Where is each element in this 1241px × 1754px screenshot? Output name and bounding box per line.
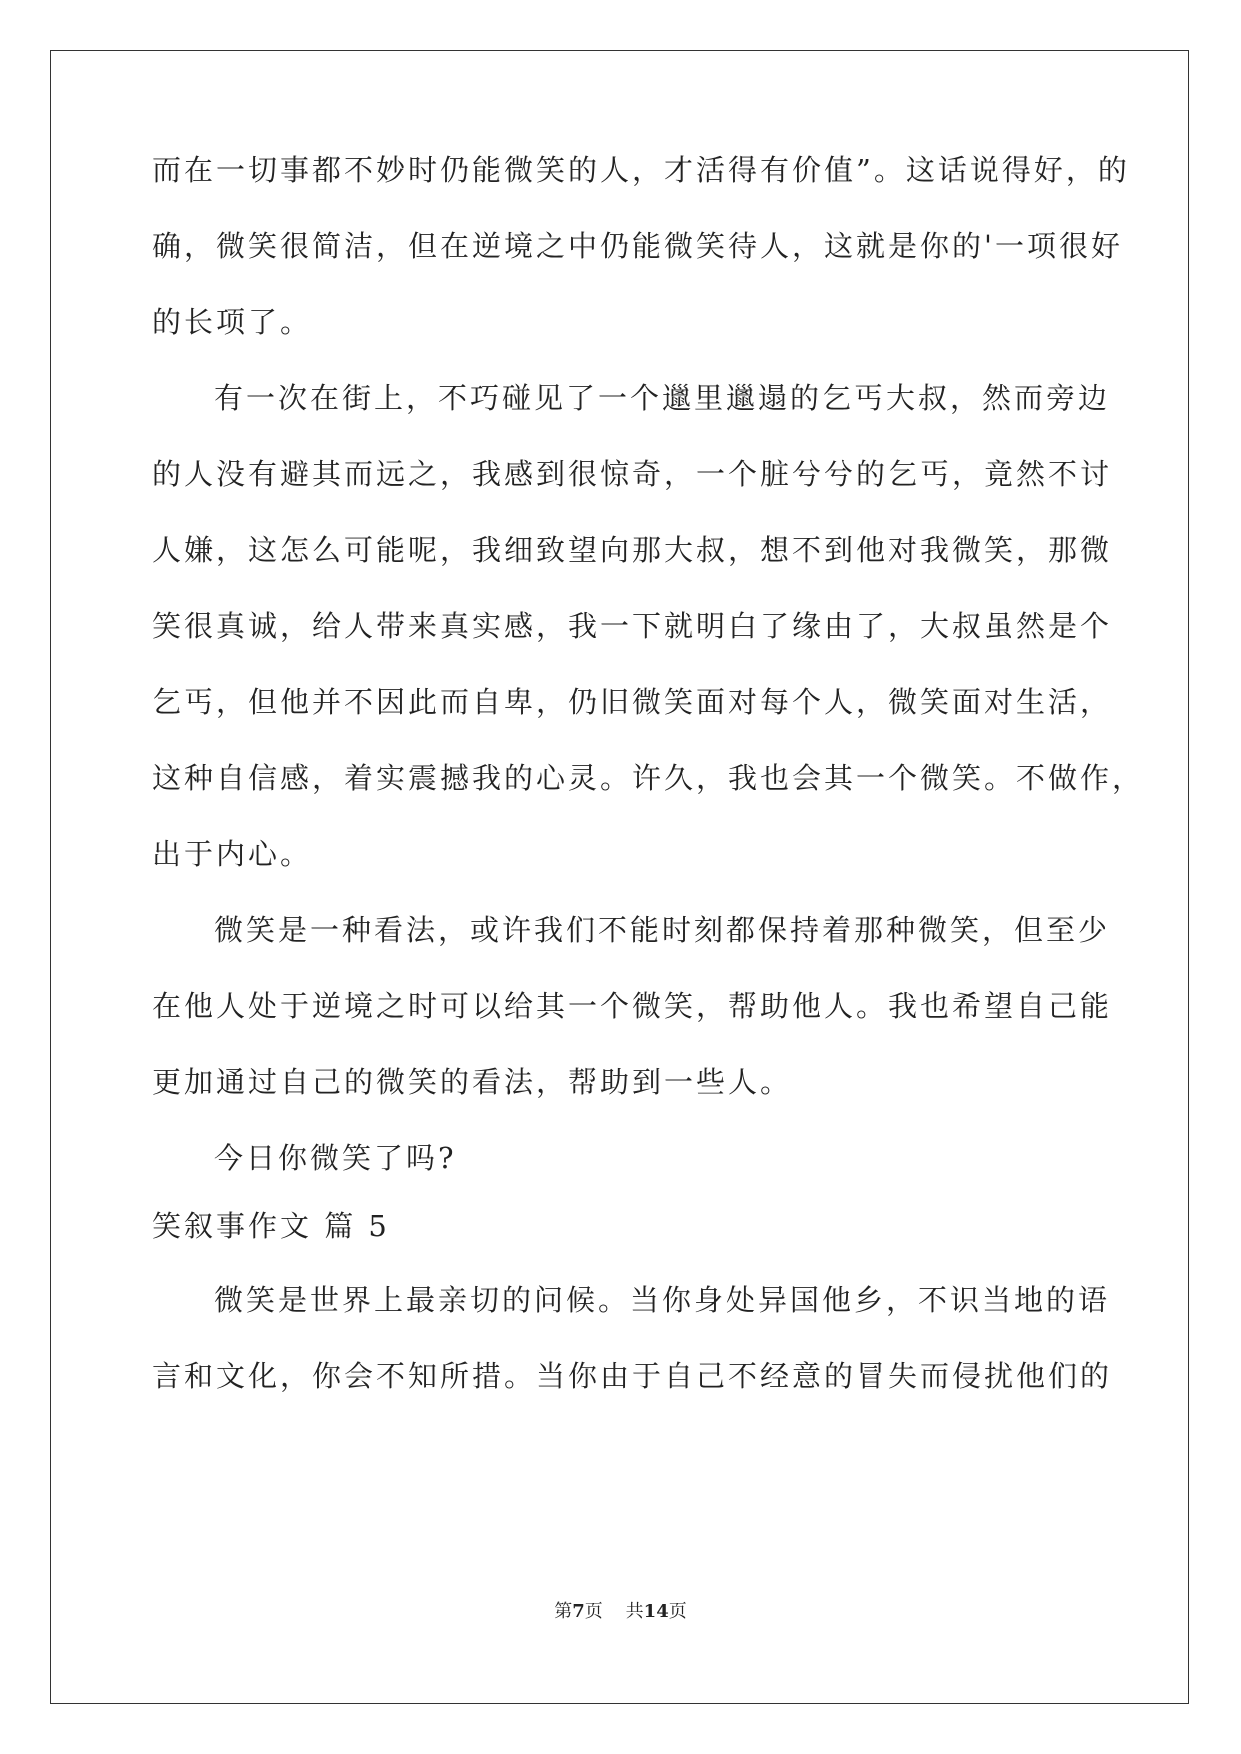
paragraph-line: 微笑是世界上最亲切的问候。当你身处异国他乡，不识当地的语: [214, 1283, 1111, 1317]
paragraph-line: 在他人处于逆境之时可以给其一个微笑，帮助他人。我也希望自己能: [152, 989, 1113, 1023]
total-pages-number: 14: [643, 1601, 669, 1622]
paragraph-line: 的长项了。: [152, 305, 313, 339]
paragraph-line: 乞丐，但他并不因此而自卑，仍旧微笑面对每个人，微笑面对生活，: [152, 685, 1113, 719]
paragraph-line: 出于内心。: [152, 837, 313, 871]
paragraph-line: 人嫌，这怎么可能呢，我细致望向那大叔，想不到他对我微笑，那微: [152, 533, 1113, 567]
paragraph-line: 更加通过自己的微笑的看法，帮助到一些人。: [152, 1065, 793, 1099]
section-heading: 笑叙事作文 篇 5: [152, 1209, 390, 1243]
paragraph-line: 今日你微笑了吗?: [214, 1141, 457, 1175]
paragraph-line: 言和文化，你会不知所措。当你由于自己不经意的冒失而侵扰他们的: [152, 1359, 1113, 1393]
paragraph-line: 这种自信感，着实震撼我的心灵。许久，我也会其一个微笑。不做作，: [152, 761, 1145, 795]
footer-suffix: 页: [668, 1601, 687, 1622]
page-border: [50, 50, 1189, 1704]
paragraph-line: 的人没有避其而远之，我感到很惊奇，一个脏兮兮的乞丐，竟然不讨: [152, 457, 1113, 491]
paragraph-line: 确，微笑很简洁，但在逆境之中仍能微笑待人，这就是你的'一项很好: [152, 229, 1123, 263]
footer-prefix: 第: [554, 1601, 573, 1622]
paragraph-line: 而在一切事都不妙时仍能微笑的人，才活得有价值”。这话说得好，的: [152, 153, 1130, 187]
paragraph-line: 微笑是一种看法，或许我们不能时刻都保持着那种微笑，但至少: [214, 913, 1111, 947]
paragraph-line: 笑很真诚，给人带来真实感，我一下就明白了缘由了，大叔虽然是个: [152, 609, 1113, 643]
page-footer: [0, 1600, 1241, 1624]
current-page-number: 7: [572, 1601, 585, 1622]
paragraph-line: 有一次在街上，不巧碰见了一个邋里邋遢的乞丐大叔，然而旁边: [214, 381, 1111, 415]
footer-middle: 页 共: [584, 1601, 644, 1622]
